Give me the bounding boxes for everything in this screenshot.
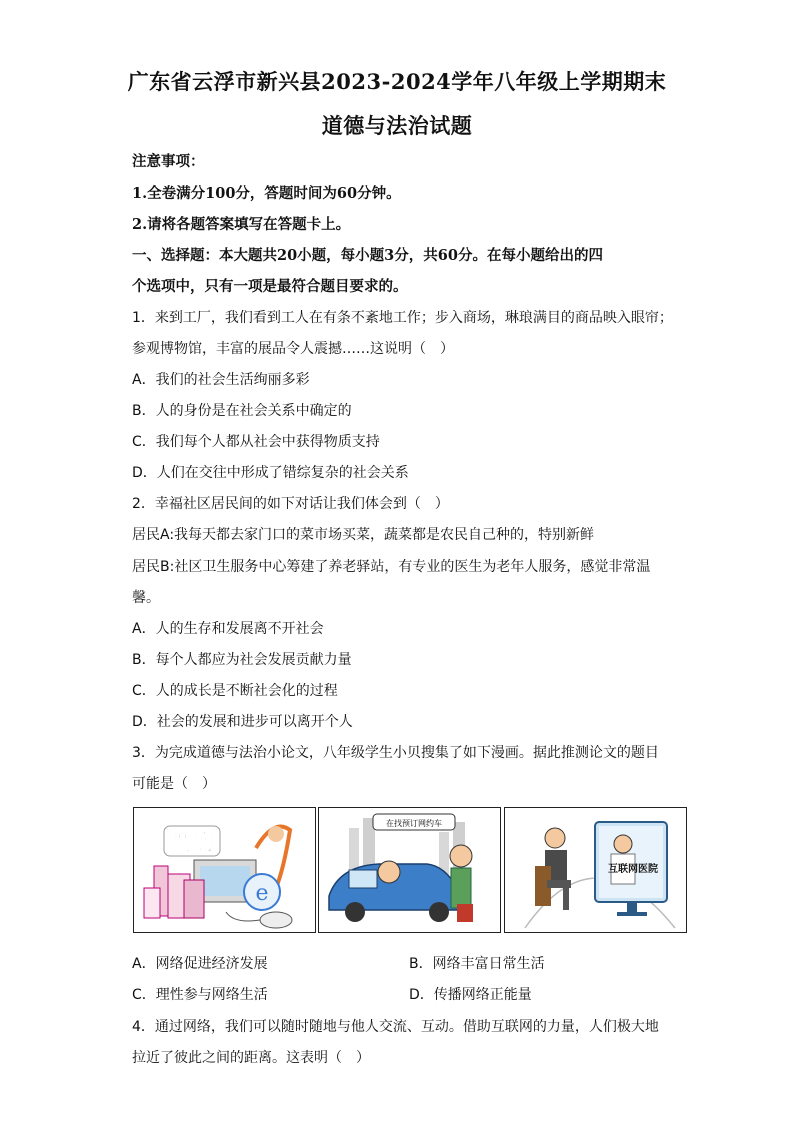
q1-option-d: D．人们在交往中形成了错综复杂的社会关系 bbox=[132, 465, 409, 481]
section-instructions-line2: 个选项中，只有一项是最符合题目要求的。 bbox=[132, 278, 408, 295]
q2-resident-b-line1: 居民B:社区卫生服务中心筹建了养老驿站，有专业的医生为老年人服务，感觉非常温 bbox=[132, 559, 651, 575]
q3-option-d: D．传播网络正能量 bbox=[409, 987, 532, 1003]
q3-stem-line2: 可能是（ ） bbox=[132, 776, 216, 792]
section-instructions-line1: 一、选择题：本大题共20小题，每小题3分，共60分。在每小题给出的四 bbox=[132, 247, 603, 264]
comic-online-shopping bbox=[133, 807, 316, 933]
notes-item-2: 2.请将各题答案填写在答题卡上。 bbox=[132, 216, 351, 233]
comic-internet-hospital bbox=[504, 807, 687, 933]
q1-stem-line2: 参观博物馆，丰富的展品令人震撼……这说明（ ） bbox=[132, 341, 454, 357]
q3-option-a: A．网络促进经济发展 bbox=[132, 956, 268, 972]
ride-hailing-illustration bbox=[319, 808, 500, 932]
q2-option-b: B．每个人都应为社会发展贡献力量 bbox=[132, 652, 352, 668]
q3-stem-line1: 3．为完成道德与法治小论文，八年级学生小贝搜集了如下漫画。据此推测论文的题目 bbox=[132, 745, 659, 761]
q4-stem-line2: 拉近了彼此之间的距离。这表明（ ） bbox=[132, 1050, 370, 1066]
q2-option-a: A．人的生存和发展离不开社会 bbox=[132, 621, 324, 637]
comic-ride-hailing-caption: 在找预订网约车 bbox=[386, 819, 442, 828]
exam-subtitle: 道德与法治试题 bbox=[321, 113, 473, 138]
q2-stem: 2．幸福社区居民间的如下对话让我们体会到（ ） bbox=[132, 496, 449, 512]
online-shopping-illustration bbox=[134, 808, 315, 932]
notes-item-1: 1.全卷满分100分，答题时间为60分钟。 bbox=[132, 185, 401, 202]
q1-option-c: C．我们每个人都从社会中获得物质支持 bbox=[132, 434, 380, 450]
q3-option-c: C．理性参与网络生活 bbox=[132, 987, 268, 1003]
q3-comic-strip bbox=[133, 807, 685, 933]
q1-stem-line1: 1．来到工厂，我们看到工人在有条不紊地工作；步入商场，琳琅满目的商品映入眼帘； bbox=[132, 310, 673, 326]
exam-title: 广东省云浮市新兴县2023-2024学年八年级上学期期末 bbox=[127, 69, 667, 94]
q1-option-b: B．人的身份是在社会关系中确定的 bbox=[132, 403, 352, 419]
q2-option-c: C．人的成长是不断社会化的过程 bbox=[132, 683, 338, 699]
q2-option-d: D．社会的发展和进步可以离开个人 bbox=[132, 714, 353, 730]
internet-hospital-illustration bbox=[505, 808, 686, 932]
q4-stem-line1: 4．通过网络，我们可以随时随地与他人交流、互动。借助互联网的力量，人们极大地 bbox=[132, 1019, 659, 1035]
notes-heading: 注意事项： bbox=[132, 153, 205, 170]
comic-internet-hospital-label: 互联网医院 bbox=[608, 864, 658, 875]
svg-text:e: e bbox=[255, 881, 269, 906]
q3-option-b: B．网络丰富日常生活 bbox=[409, 956, 545, 972]
q1-option-a: A．我们的社会生活绚丽多彩 bbox=[132, 372, 310, 388]
comic-online-shopping-label: 网购 bbox=[169, 831, 215, 856]
q2-resident-a: 居民A:我每天都去家门口的菜市场买菜，蔬菜都是农民自己种的，特别新鲜 bbox=[132, 527, 595, 543]
q2-resident-b-line2: 馨。 bbox=[132, 590, 160, 606]
comic-ride-hailing bbox=[318, 807, 501, 933]
